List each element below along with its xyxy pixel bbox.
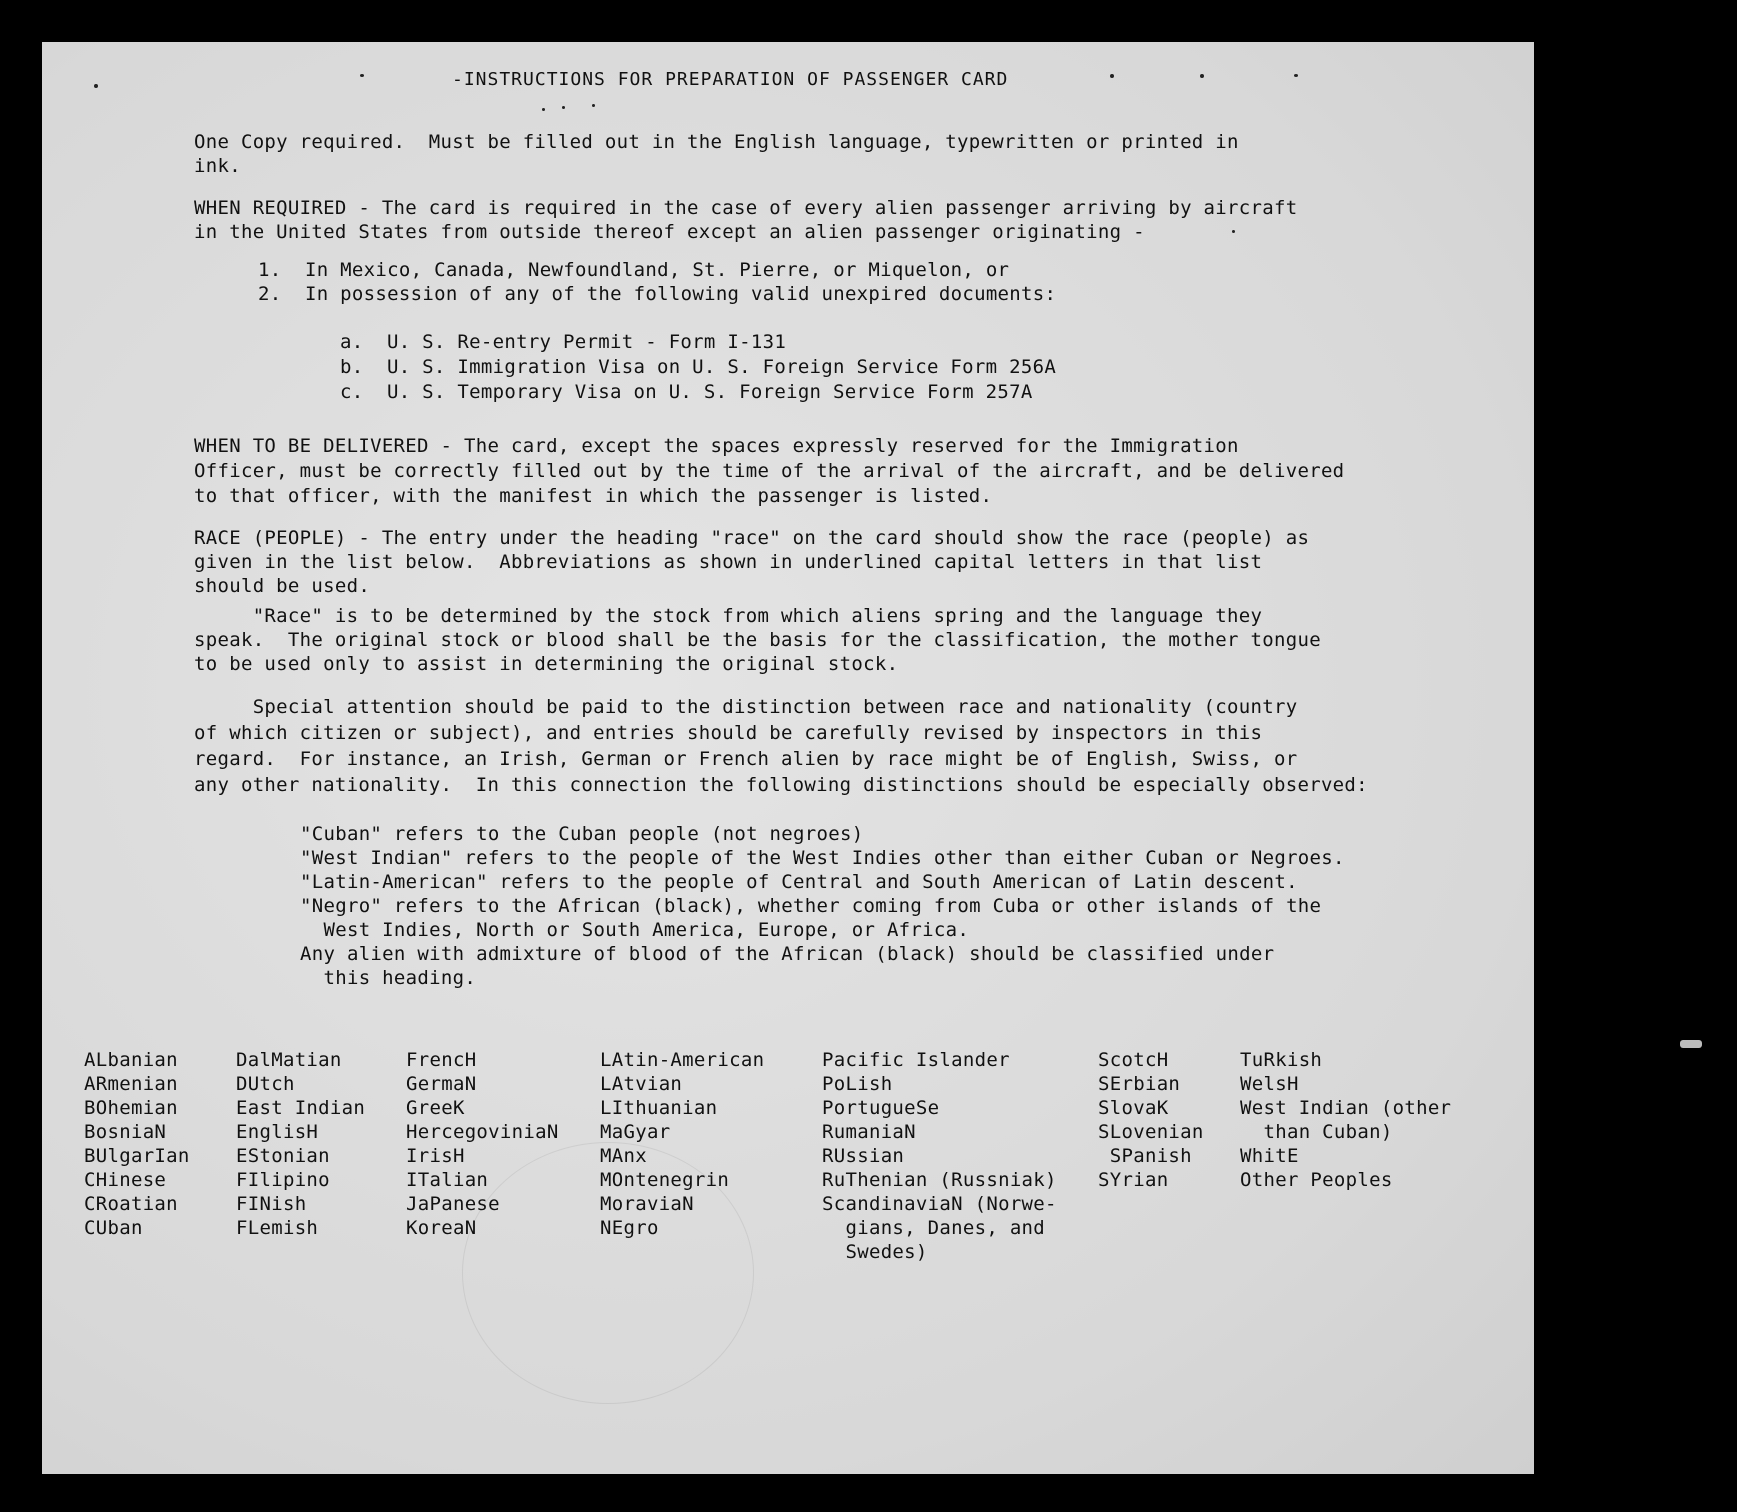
race-list-item: RUssian: [822, 1145, 905, 1167]
special-attention-line: of which citizen or subject), and entries should be carefully revised by inspectors in this: [194, 722, 1263, 744]
numbered-item: 2. In possession of any of the following valid unexpired documents:: [258, 283, 1057, 305]
race-list-item: WelsH: [1240, 1073, 1299, 1095]
race-list-item: NEgro: [600, 1217, 659, 1239]
race-list-item: ScotcH: [1098, 1049, 1169, 1071]
race-list-item: SPanish: [1098, 1145, 1192, 1167]
distinction-line: this heading.: [300, 967, 477, 989]
race-list-item: LAtvian: [600, 1073, 683, 1095]
race-list-item: MAnx: [600, 1145, 647, 1167]
special-attention-paragraph: [194, 694, 1514, 798]
race-list-item: PoLish: [822, 1073, 893, 1095]
race-list-column-5: [822, 1048, 1057, 1264]
ink-speck: [1200, 74, 1204, 78]
when-delivered-line: Officer, must be correctly filled out by the time of the arrival of the aircraft, and be delivered: [194, 460, 1345, 482]
scan-artifact: [1680, 1040, 1702, 1048]
race-list-item: LAtin-American: [600, 1049, 765, 1071]
race-list-item: ALbanian: [84, 1049, 178, 1071]
race-line: should be used.: [194, 575, 371, 597]
race-list-item: JaPanese: [406, 1193, 500, 1215]
ink-speck: [562, 106, 565, 109]
distinction-line: "Negro" refers to the African (black), whether coming from Cuba or other islands of the: [300, 895, 1322, 917]
race-list-item: SYrian: [1098, 1169, 1169, 1191]
race-list-item: FLemish: [236, 1217, 319, 1239]
race-list-item: EStonian: [236, 1145, 330, 1167]
distinction-line: West Indies, North or South America, Europe, or Africa.: [300, 919, 970, 941]
race-list-item: Other Peoples: [1240, 1169, 1393, 1191]
race-list-item: SErbian: [1098, 1073, 1181, 1095]
race-list-column-2: [236, 1048, 365, 1240]
race-list-item: BosniaN: [84, 1121, 167, 1143]
race-list-item: BUlgarIan: [84, 1145, 190, 1167]
race-definition-line: "Race" is to be determined by the stock from which aliens spring and the language they: [194, 605, 1263, 627]
distinction-line: "Cuban" refers to the Cuban people (not negroes): [300, 823, 864, 845]
race-list-item: IrisH: [406, 1145, 465, 1167]
distinction-line: "West Indian" refers to the people of the West Indies other than either Cuban or Negroes.: [300, 847, 1345, 869]
lettered-item: a. U. S. Re-entry Permit - Form I-131: [340, 331, 787, 353]
race-list-item: HercegoviniaN: [406, 1121, 559, 1143]
special-attention-line: Special attention should be paid to the distinction between race and nationality (country: [194, 696, 1298, 718]
when-delivered-line: to that officer, with the manifest in which the passenger is listed.: [194, 485, 993, 507]
numbered-item: 1. In Mexico, Canada, Newfoundland, St. Pierre, or Miquelon, or: [258, 259, 1010, 281]
race-list-item: EnglisH: [236, 1121, 319, 1143]
ink-speck: [1110, 74, 1114, 78]
race-list-item: MoraviaN: [600, 1193, 694, 1215]
race-list-item: ScandinaviaN (Norwe-: [822, 1193, 1057, 1215]
race-line: given in the list below. Abbreviations as shown in underlined capital letters in that list: [194, 551, 1263, 573]
race-list-column-4: [600, 1048, 764, 1240]
race-list-item: Pacific Islander: [822, 1049, 1010, 1071]
intro-paragraph: [194, 130, 1514, 178]
race-list-item: ITalian: [406, 1169, 489, 1191]
ink-speck: [592, 104, 595, 107]
race-list-item: KoreaN: [406, 1217, 477, 1239]
race-list-item: BOhemian: [84, 1097, 178, 1119]
race-list-item: ARmenian: [84, 1073, 178, 1095]
ink-speck: [1294, 74, 1298, 77]
race-list-item: SlovaK: [1098, 1097, 1169, 1119]
lettered-list: [340, 330, 1660, 405]
lettered-item: c. U. S. Temporary Visa on U. S. Foreign Service Form 257A: [340, 381, 1033, 403]
race-list-item: DUtch: [236, 1073, 295, 1095]
race-list-item: TuRkish: [1240, 1049, 1323, 1071]
document-title: -INSTRUCTIONS FOR PREPARATION OF PASSENGER CARD: [452, 69, 1009, 90]
when-delivered-line: WHEN TO BE DELIVERED - The card, except the spaces expressly reserved for the Immigration: [194, 435, 1239, 457]
race-list-item: West Indian (other: [1240, 1097, 1452, 1119]
when-required-line: WHEN REQUIRED - The card is required in the case of every alien passenger arriving by aircraft: [194, 197, 1298, 219]
numbered-list: [258, 258, 1578, 306]
race-list-item: DalMatian: [236, 1049, 342, 1071]
race-list-item: FrencH: [406, 1049, 477, 1071]
race-line: RACE (PEOPLE) - The entry under the heading "race" on the card should show the race (people) as: [194, 527, 1310, 549]
race-list-item: MOntenegrin: [600, 1169, 730, 1191]
lettered-item: b. U. S. Immigration Visa on U. S. Foreign Service Form 256A: [340, 356, 1057, 378]
race-list-item: East Indian: [236, 1097, 366, 1119]
race-list-item: GreeK: [406, 1097, 465, 1119]
race-list-item: GermaN: [406, 1073, 477, 1095]
race-definition-paragraph: [194, 604, 1514, 676]
race-list-item: FIlipino: [236, 1169, 330, 1191]
race-list-item: Swedes): [822, 1241, 928, 1263]
race-list-column-6: [1098, 1048, 1204, 1192]
race-list-column-1: [84, 1048, 190, 1240]
race-list-column-7: [1240, 1048, 1451, 1192]
special-attention-line: regard. For instance, an Irish, German or French alien by race might be of English, Swiss, or: [194, 748, 1298, 770]
ink-speck: [542, 108, 545, 111]
race-list-item: MaGyar: [600, 1121, 671, 1143]
race-list-item: CHinese: [84, 1169, 167, 1191]
race-list-item: LIthuanian: [600, 1097, 718, 1119]
race-list-column-3: [406, 1048, 559, 1240]
race-list-item: WhitE: [1240, 1145, 1299, 1167]
race-list-item: PortugueSe: [822, 1097, 940, 1119]
when-required-line: in the United States from outside thereof except an alien passenger originating -: [194, 221, 1145, 243]
race-list-item: CUban: [84, 1217, 143, 1239]
distinction-line: Any alien with admixture of blood of the African (black) should be classified under: [300, 943, 1275, 965]
race-definition-line: to be used only to assist in determining the original stock.: [194, 653, 899, 675]
race-list-item: CRoatian: [84, 1193, 178, 1215]
intro-line: ink.: [194, 155, 241, 177]
race-list-item: RuThenian (Russniak): [822, 1169, 1057, 1191]
ink-speck: [94, 84, 98, 88]
ink-speck: [360, 74, 364, 77]
intro-line: One Copy required. Must be filled out in the English language, typewritten or printed in: [194, 131, 1239, 153]
distinctions-list: [300, 822, 1620, 990]
race-definition-line: speak. The original stock or blood shall be the basis for the classification, the mother tongue: [194, 629, 1321, 651]
special-attention-line: any other nationality. In this connection the following distinctions should be especially observed:: [194, 774, 1368, 796]
race-paragraph: [194, 526, 1514, 598]
race-list-item: than Cuban): [1240, 1121, 1393, 1143]
when-required-paragraph: [194, 196, 1514, 244]
race-list-item: SLovenian: [1098, 1121, 1204, 1143]
distinction-line: "Latin-American" refers to the people of Central and South American of Latin descent.: [300, 871, 1298, 893]
race-list-item: gians, Danes, and: [822, 1217, 1046, 1239]
race-list-item: RumaniaN: [822, 1121, 916, 1143]
when-delivered-paragraph: [194, 434, 1514, 509]
race-list-item: FINish: [236, 1193, 307, 1215]
passenger-card-instructions-page: [42, 42, 1534, 1474]
